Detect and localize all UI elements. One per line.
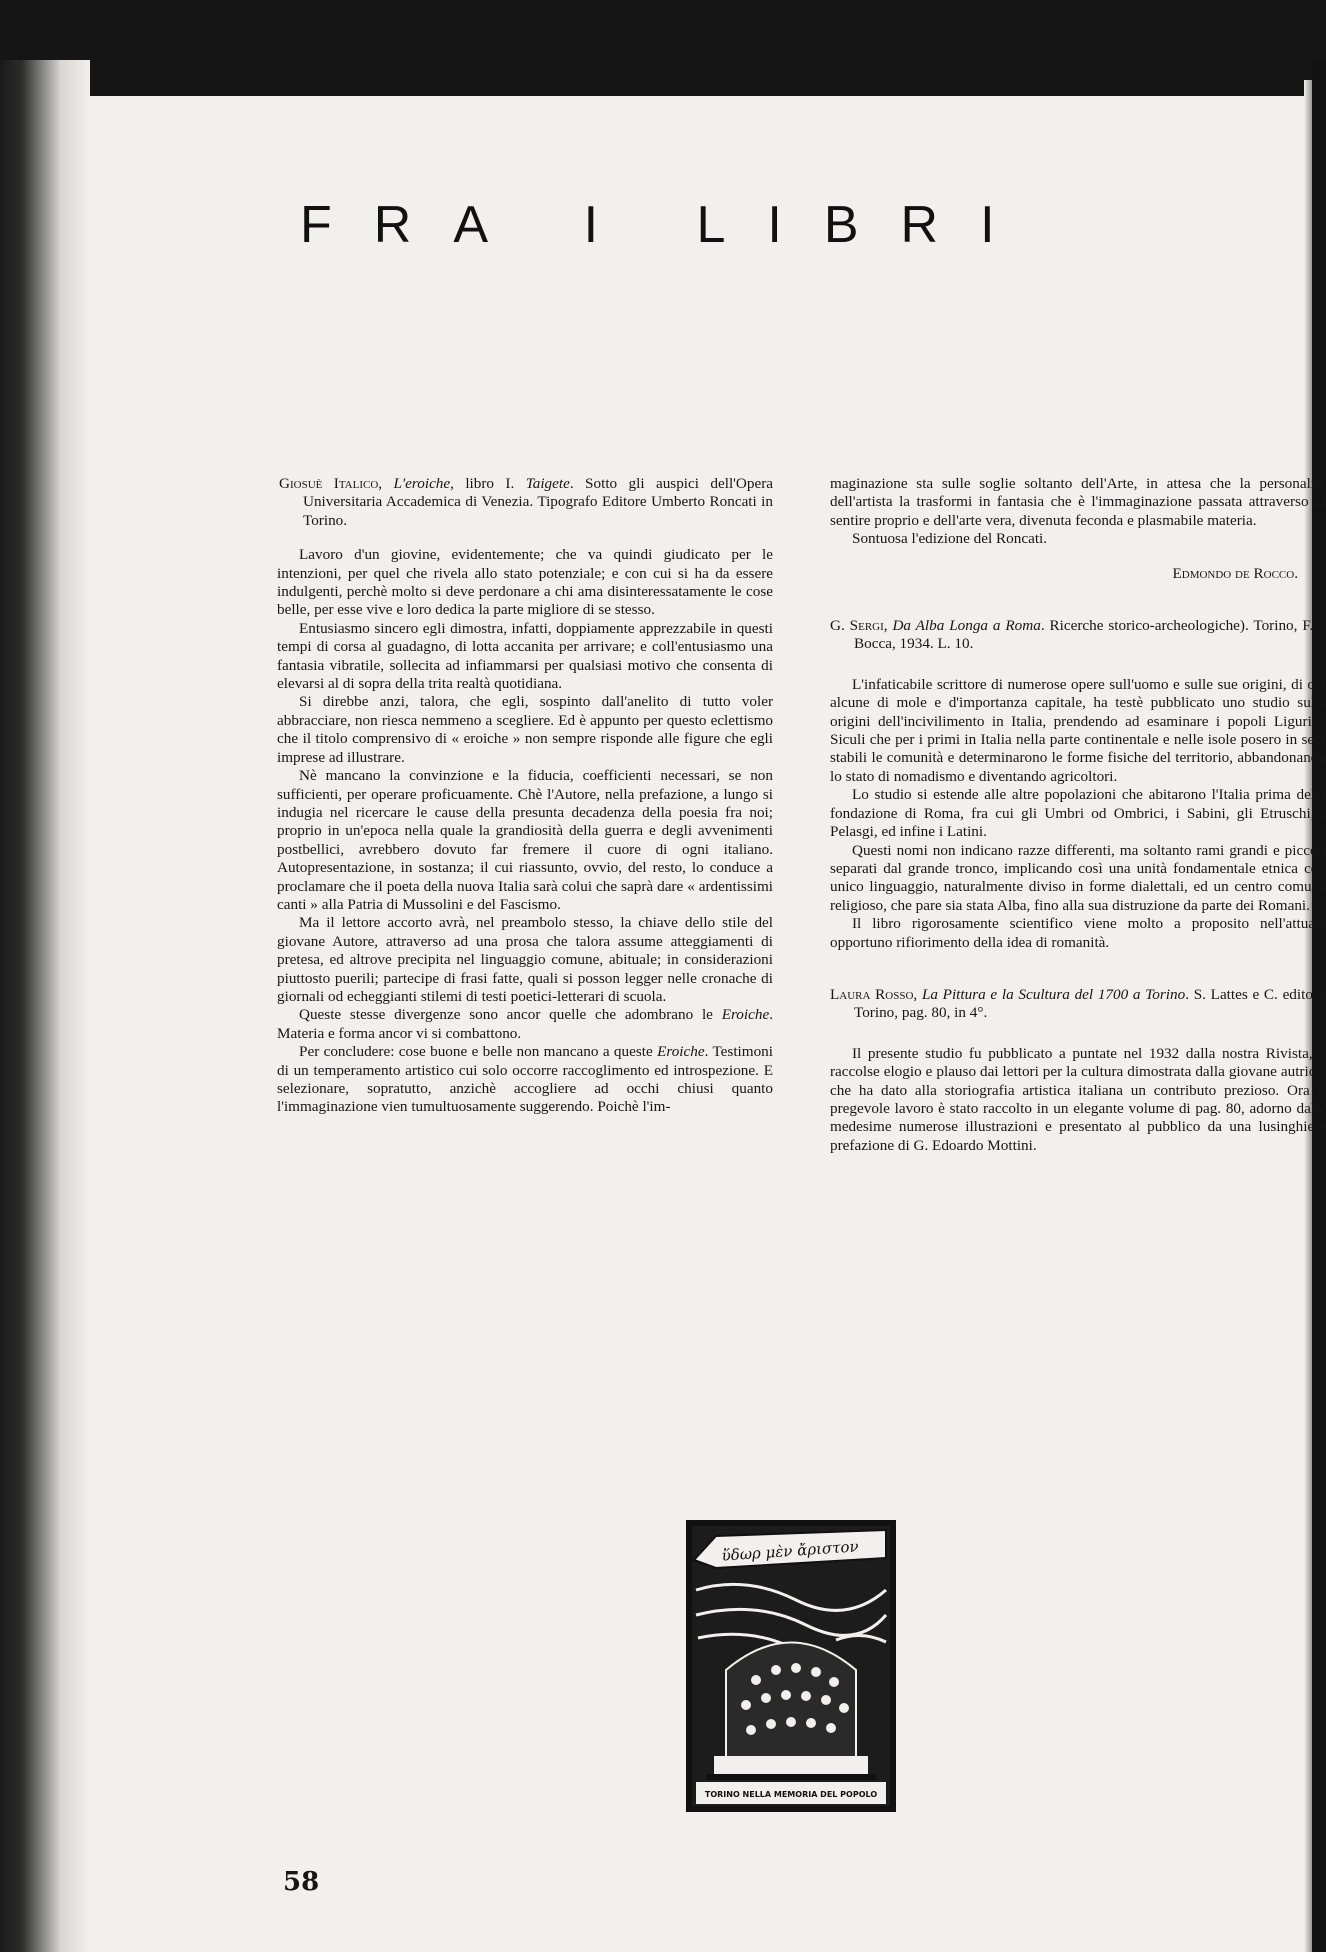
review-3-title: La Pittura e la Scultura del 1700 a Torino <box>921 985 1186 1003</box>
review-1-author: Giosuè Italico <box>279 475 379 492</box>
review-1-signature: Edmondo de Rocco. <box>1172 564 1298 582</box>
review-1-paragraph: Si direbbe anzi, talora, che egli, sospinto dall'anelito di tutto voler abbracciare, non riesca nemmeno a scegliere. Ed è appunto per questo eclettismo che il titolo comprensivo di « eroiche » non sempre risponde alle figure che egli imprese ad illustrare. <box>277 693 773 766</box>
paragraph-text: Per concludere: cose buone e belle non mancano a queste <box>299 1043 658 1061</box>
review-1-paragraph <box>277 1043 773 1117</box>
review-1-publisher: Taigete <box>525 475 570 492</box>
book-title-ref: Eroiche <box>657 1043 705 1061</box>
woodcut-illustration <box>686 1520 896 1812</box>
review-1-paragraph: Nè mancano la convinzione e la fiducia, coefficienti necessari, se non sufficienti, per operare proficuamente. Chè l'Autore, nella prefazione, a lungo si indugia nel ricercare le cause della presunta decadenza della poesia fra noi; proprio in un'epoca nella quale la grandiosità della guerra e degli avvenimenti postbellici, avrebbero dovuto far fremere il cuore di ogni italiano. Autopresentazione, in sostanza; il cui riassunto, ovvio, del resto, lo conduce a proclamare che il poeta della nuova Italia sarà colui che saprà dare « ardentissimi canti » alla Patria di Mussolini e del Fascismo. <box>277 767 773 913</box>
fountain-basin <box>714 1756 868 1774</box>
review-1-closing: Sontuosa l'edizione del Roncati. <box>852 530 1048 548</box>
scan-left-page-curve <box>62 60 90 1952</box>
review-3-heading: Laura Rosso, La Pittura e la Scultura del 1700 a Torino. S. Lattes e C. editori, Torino, pag. 80, in 4°. <box>830 985 1326 1022</box>
right-column <box>830 475 1326 1155</box>
review-2-paragraph: Questi nomi non indicano razze differenti, ma soltanto rami grandi e piccoli separati dal grande tronco, implicando così una unità fondamentale etnica con unico linguaggio, naturalmente diviso in forme dialettali, ed un centro comune religioso, che pare sia stata Alba, fino alla sua distruzione da parte dei Romani. <box>830 841 1326 914</box>
page-title: FRA I LIBRI <box>300 196 1037 254</box>
review-1-heading: Giosuè Italico, L'eroiche, libro I. Taigete. Sotto gli auspici dell'Opera Universitaria Accademica di Venezia. Tipografo Editore Umberto Roncati in Torino. <box>279 475 773 529</box>
illustration-footer-text: TORINO NELLA MEMORIA DEL POPOLO <box>704 1790 878 1799</box>
review-1-paragraph: Entusiasmo sincero egli dimostra, infatti, doppiamente apprezzabile in questi tempi di corsa al guadagno, di lotta accanita per arrivare; e coll'entusiasmo una fantasia vibratile, sollecita ad infiammarsi per qualsiasi motivo che consenta di elevarsi al di sopra della trita realtà quotidiana. <box>277 619 773 693</box>
review-3-paragraph: Il presente studio fu pubblicato a puntate nel 1932 dalla nostra Rivista, e raccolse elogio e plauso dai lettori per la cultura dimostrata dalla giovane autrice, che ha dato alla storiografia artistica italiana un contributo prezioso. Ora il pregevole lavoro è stato raccolto in un elegante volume di pag. 80, adorno dalle medesime numerose illustrazioni e presentato al pubblico da una lusinghiera prefazione di G. Edoardo Mottini. <box>830 1044 1326 1154</box>
review-1-details-b: . Sotto gli auspici dell'Opera Universitaria Accademica di Venezia. Tipografo Editore Umberto Roncati in Torino. <box>303 475 773 529</box>
review-1-paragraph: Ma il lettore accorto avrà, nel preambolo stesso, la chiave dello stile del giovane Autore, attraverso ad una prosa che talora assume atteggiamenti di pretesa, ed altrove precipita nel linguaggio comune, abituale; in considerazioni piuttosto puerili; partecipe di frasi fatte, quali si posson legger nelle cronache di giornali od echeggianti stilemi di testi poetici-letterari di scuola. <box>277 914 773 1005</box>
page-number: 58 <box>283 1867 320 1897</box>
paragraph-text: Queste stesse divergenze sono ancor quelle che adombrano le <box>299 1006 722 1024</box>
review-1-details-a: , libro I. <box>450 475 526 492</box>
review-2-heading: G. Sergi, Da Alba Longa a Roma. Ricerche storico-archeologiche). Torino, F.lli Bocca, 1934. L. 10. <box>830 617 1326 653</box>
basin-base <box>706 1774 876 1780</box>
review-1-paragraph: Lavoro d'un giovine, evidentemente; che va quindi giudicato per le intenzioni, per quel che rivela allo stato potenziale; e con cui si ha da essere indulgenti, perchè molto si deve perdonare a chi ama disinteressatamente le cose belle, per esse vive e loro dedica la parte migliore di se stesso. <box>277 546 773 619</box>
paragraph-text: . Materia e forma ancor vi si combattono. <box>277 1006 773 1042</box>
left-column <box>277 475 773 1117</box>
book-title-ref: Eroiche <box>721 1006 770 1024</box>
review-2-title: Da Alba Longa a Roma <box>892 617 1041 635</box>
review-2-paragraph: Il libro rigorosamente scientifico viene molto a proposito nell'attuale opportuno rifiorimento della idea di romanità. <box>830 915 1326 951</box>
scan-top-border <box>0 0 1326 96</box>
review-2-paragraph: L'infaticabile scrittore di numerose opere sull'uomo e sulle sue origini, di cui alcune di mole e d'importanza capitale, ha testè pubblicato uno studio sulle origini dell'incivilimento in Italia, prendendo ad esaminare i popoli Liguri e Siculi che per i primi in Italia nella parte continentale e nelle isole posero in sedi stabili le comunità e determinarono le forme fisiche del territorio, abbandonando lo stato di nomadismo e diventando agricoltori. <box>830 675 1326 785</box>
review-1-continuation: maginazione sta sulle soglie soltanto dell'Arte, in attesa che la personalità dell'artista la trasformi in fantasia che è l'immaginazione passata attraverso al sentire proprio e dell'arte vera, divenuta feconda e plasmabile materia. <box>830 475 1326 529</box>
review-1-paragraph <box>277 1006 773 1043</box>
review-1-title: L'eroiche <box>393 475 451 492</box>
paragraph-text: . Testimoni di un temperamento artistico cui solo occorre raccoglimento ed introspezione. E selezionare, sopratutto, anzichè accogliere ad occhi chiusi quanto l'immaginazione vien tumultuosamente suggerendo. Poichè l'im- <box>277 1043 773 1116</box>
scan-left-binding-shadow <box>0 60 62 1952</box>
review-2-details: . Ricerche storico-archeologiche). Torino, F.lli Bocca, 1934. L. 10. <box>854 617 1326 653</box>
review-2-paragraph: Lo studio si estende alle altre popolazioni che abitarono l'Italia prima della fondazione di Roma, fra cui gli Umbri od Ombrici, i Sabini, gli Etruschi, i Pelasgi, ed infine i Latini. <box>830 786 1326 841</box>
review-2-author: G. Sergi <box>830 617 884 635</box>
banner-text: ὕδωρ μὲν ἄριστον <box>721 1537 860 1565</box>
review-3-details: . S. Lattes e C. editori, Torino, pag. 80, in 4°. <box>854 985 1326 1022</box>
review-3-author: Laura Rosso <box>830 985 914 1003</box>
